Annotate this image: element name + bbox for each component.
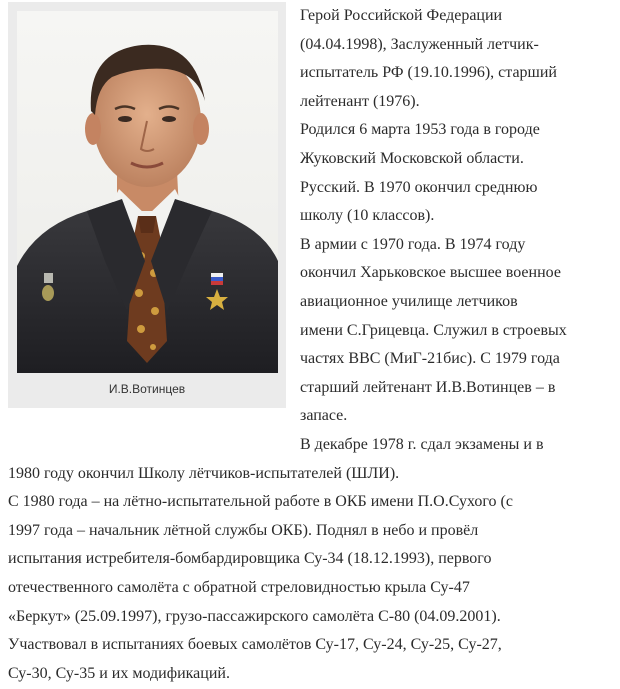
bio-line: старший лейтенант И.В.Вотинцев – в [300,378,556,396]
bio-line: С 1980 года – на лётно-испытательной работе в ОКБ имени П.О.Сухого (с [8,493,513,511]
bio-line: частях ВВС (МиГ-21бис). С 1979 года [300,350,560,368]
bio-line: авиационное училище летчиков [300,292,518,310]
bio-line: 1980 году окончил Школу лётчиков-испытателей (ШЛИ). [8,464,400,482]
bio-line: 1997 года – начальник лётной службы ОКБ). Поднял в небо и провёл [8,521,479,539]
bio-line: запасе. [300,407,348,425]
bio-line: Герой Российской Федерации [300,7,503,24]
bio-line: лейтенант (1976). [300,92,420,110]
bio-line: Родился 6 марта 1953 года в городе [300,121,540,139]
bio-line: отечественного самолёта с обратной стреловидностью крыла Су-47 [8,578,470,596]
bio-line: Участвовал в испытаниях боевых самолётов Су-17, Су-24, Су-25, Су-27, [8,636,502,654]
bio-line: школу (10 классов). [300,207,435,225]
photo-caption: И.В.Вотинцев [108,382,186,396]
bio-line: испытания истребителя-бомбардировщика Су-34 (18.12.1993), первого [8,550,492,568]
portrait-photo [17,11,278,373]
bio-line: (04.04.1998), Заслуженный летчик- [300,35,539,53]
bio-line: Русский. В 1970 окончил среднюю [300,178,538,196]
bio-line: Су-30, Су-35 и их модификаций. [8,664,230,682]
bio-line: окончил Харьковское высшее военное [300,264,561,282]
bio-line: В декабре 1978 г. сдал экзамены и в [300,436,544,453]
bio-line: В армии с 1970 года. В 1974 году [300,235,526,253]
bio-line: испытатель РФ (19.10.1996), старший [300,64,557,82]
portrait-illustration [17,11,278,373]
bio-line: «Беркут» (25.09.1997), грузо-пассажирского самолёта С-80 (04.09.2001). [8,607,501,625]
bio-text-full [8,431,612,688]
bio-text-right [300,2,618,431]
photo-frame [8,2,286,408]
bio-line: Жуковский Московской области. [300,149,524,167]
bio-line: имени С.Грицевца. Служил в строевых [300,321,567,339]
